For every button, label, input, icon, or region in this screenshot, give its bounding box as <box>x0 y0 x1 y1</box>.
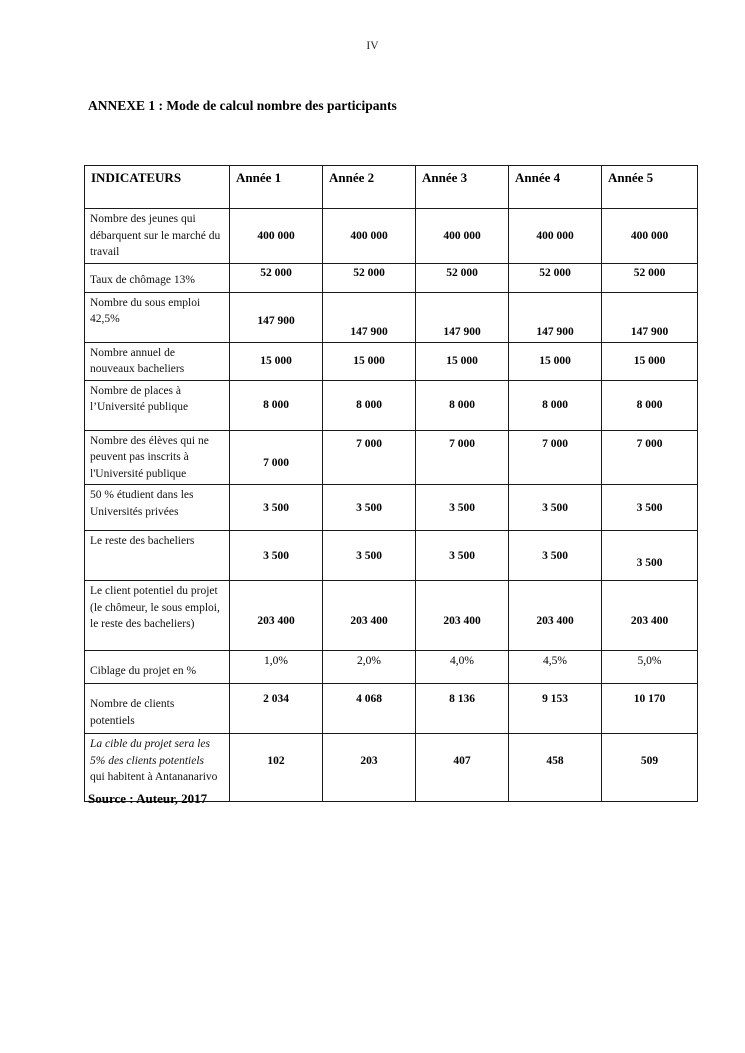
row-label: Le reste des bacheliers <box>85 531 230 581</box>
row-label: 50 % étudient dans les Universités privées <box>85 485 230 531</box>
table-row <box>85 651 698 684</box>
row-value: 2 034 <box>230 684 323 734</box>
row-value: 8 000 <box>602 380 698 430</box>
row-value: 7 000 <box>323 430 416 485</box>
row-value: 400 000 <box>230 209 323 264</box>
row-value: 52 000 <box>323 263 416 292</box>
row-value: 7 000 <box>230 430 323 485</box>
row-value: 203 400 <box>509 581 602 651</box>
row-value: 3 500 <box>509 531 602 581</box>
row-value: 147 900 <box>602 292 698 342</box>
row-label: Nombre des jeunes qui débarquent sur le marché du travail <box>85 209 230 264</box>
row-value: 203 400 <box>230 581 323 651</box>
column-header-annee-1: Année 1 <box>230 166 323 209</box>
row-value: 8 000 <box>509 380 602 430</box>
row-value: 3 500 <box>602 531 698 581</box>
source-note: Source : Auteur, 2017 <box>88 791 208 806</box>
row-value: 400 000 <box>416 209 509 264</box>
row-value: 3 500 <box>323 531 416 581</box>
row-value: 4,5% <box>509 651 602 684</box>
row-value: 147 900 <box>416 292 509 342</box>
row-value: 9 153 <box>509 684 602 734</box>
table-row <box>85 531 698 581</box>
row-value: 8 000 <box>230 380 323 430</box>
column-header-annee-2: Année 2 <box>323 166 416 209</box>
table-row <box>85 684 698 734</box>
row-value: 400 000 <box>602 209 698 264</box>
participants-table-body <box>85 166 698 802</box>
row-label: Nombre du sous emploi 42,5% <box>85 292 230 342</box>
row-value: 2,0% <box>323 651 416 684</box>
page-number: IV <box>366 40 379 52</box>
row-value: 1,0% <box>230 651 323 684</box>
row-value: 7 000 <box>416 430 509 485</box>
row-value: 15 000 <box>230 342 323 380</box>
row-value: 3 500 <box>602 485 698 531</box>
row-label: Nombre des élèves qui ne peuvent pas inscrits à l'Université publique <box>85 430 230 485</box>
row-value: 147 900 <box>323 292 416 342</box>
row-value: 3 500 <box>509 485 602 531</box>
row-value: 203 <box>323 734 416 802</box>
row-value: 52 000 <box>230 263 323 292</box>
row-value: 52 000 <box>416 263 509 292</box>
row-value: 10 170 <box>602 684 698 734</box>
row-label: Ciblage du projet en % <box>85 651 230 684</box>
row-value: 8 000 <box>416 380 509 430</box>
row-value: 458 <box>509 734 602 802</box>
row-label: Nombre de clients potentiels <box>85 684 230 734</box>
column-header-annee-4: Année 4 <box>509 166 602 209</box>
table-row <box>85 292 698 342</box>
table-row <box>85 380 698 430</box>
row-value: 400 000 <box>509 209 602 264</box>
row-value: 203 400 <box>416 581 509 651</box>
table-row <box>85 342 698 380</box>
row-value: 509 <box>602 734 698 802</box>
row-label: Taux de chômage 13% <box>85 263 230 292</box>
row-value: 8 000 <box>323 380 416 430</box>
table-row <box>85 485 698 531</box>
row-value: 4,0% <box>416 651 509 684</box>
row-value: 102 <box>230 734 323 802</box>
table-row <box>85 430 698 485</box>
row-value: 407 <box>416 734 509 802</box>
row-value: 52 000 <box>509 263 602 292</box>
row-value: 7 000 <box>602 430 698 485</box>
row-label-part: La cible du projet sera les 5% des clients potentiels <box>90 738 210 767</box>
row-value: 52 000 <box>602 263 698 292</box>
column-header-annee-3: Année 3 <box>416 166 509 209</box>
row-value: 3 500 <box>323 485 416 531</box>
row-value: 15 000 <box>416 342 509 380</box>
table-header-row <box>85 166 698 209</box>
column-header-indicateurs: INDICATEURS <box>85 166 230 209</box>
row-value: 400 000 <box>323 209 416 264</box>
row-value: 8 136 <box>416 684 509 734</box>
row-value: 203 400 <box>602 581 698 651</box>
row-label: Le client potentiel du projet (le chômeur, le sous emploi, le reste des bacheliers) <box>85 581 230 651</box>
row-value: 3 500 <box>230 531 323 581</box>
table-row <box>85 209 698 264</box>
row-label: Nombre annuel de nouveaux bacheliers <box>85 342 230 380</box>
row-value: 147 900 <box>230 292 323 342</box>
row-value: 3 500 <box>416 531 509 581</box>
row-value: 3 500 <box>230 485 323 531</box>
row-value: 4 068 <box>323 684 416 734</box>
column-header-annee-5: Année 5 <box>602 166 698 209</box>
row-value: 15 000 <box>323 342 416 380</box>
row-value: 15 000 <box>509 342 602 380</box>
row-label-part: qui habitent à Antananarivo <box>90 771 218 783</box>
table-row <box>85 263 698 292</box>
row-value: 15 000 <box>602 342 698 380</box>
participants-table <box>84 165 698 802</box>
row-label: Nombre de places à l’Université publique <box>85 380 230 430</box>
table-row <box>85 581 698 651</box>
row-value: 3 500 <box>416 485 509 531</box>
row-value: 203 400 <box>323 581 416 651</box>
annex-heading: ANNEXE 1 : Mode de calcul nombre des participants <box>88 98 397 113</box>
row-value: 7 000 <box>509 430 602 485</box>
row-value: 5,0% <box>602 651 698 684</box>
row-value: 147 900 <box>509 292 602 342</box>
